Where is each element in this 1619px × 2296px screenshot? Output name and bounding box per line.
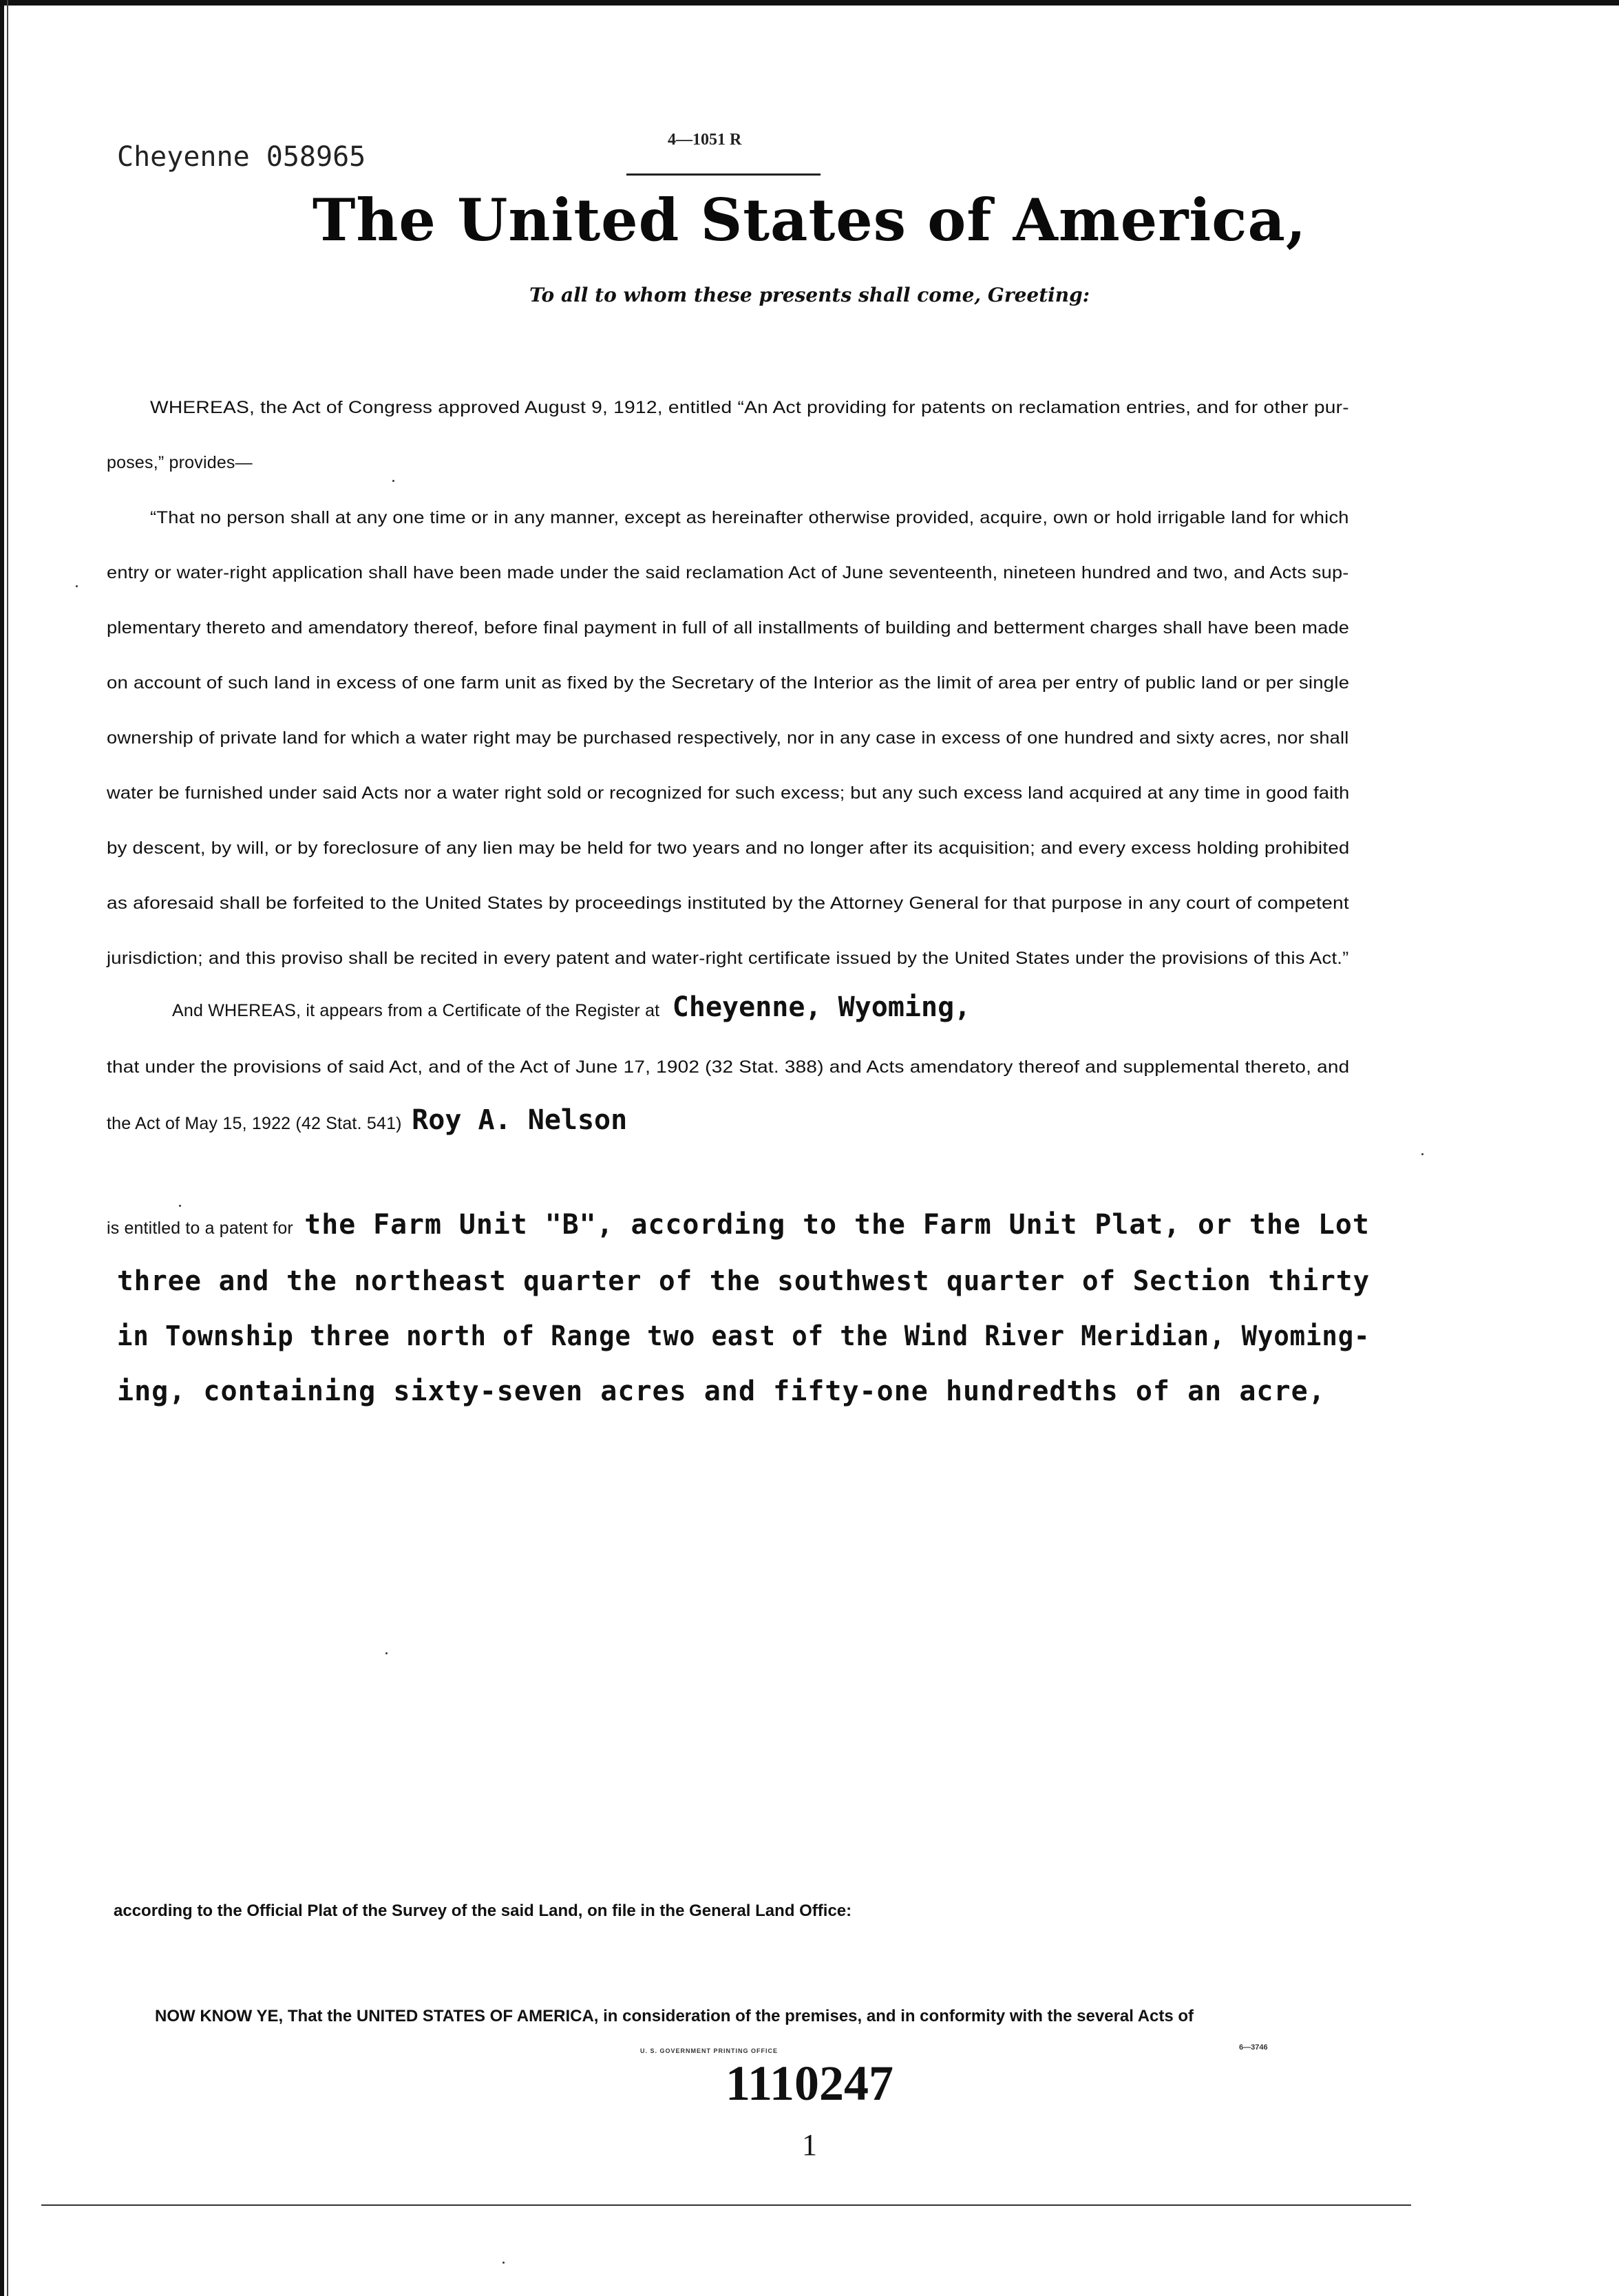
- entitled-prefix: is entitled to a patent for: [107, 1219, 293, 1238]
- register-prefix: And WHEREAS, it appears from a Certificate of the Register at: [172, 1001, 660, 1020]
- patentee-name: Roy A. Nelson: [412, 1104, 628, 1136]
- scan-speck: [1421, 1153, 1424, 1155]
- body-line-8: water be furnished under said Acts nor a water right sold or recognized for such excess; but any such excess land acquired at any time in good faith: [107, 783, 1350, 803]
- form-number: 4—1051 R: [668, 131, 742, 149]
- scan-speck: [502, 2262, 505, 2264]
- scan-speck: [385, 1652, 388, 1654]
- land-description-2: three and the northeast quarter of the southwest quarter of Section thirty: [117, 1265, 1371, 1297]
- form-number-rule: [626, 173, 821, 176]
- now-know-ye-line: NOW KNOW YE, That the UNITED STATES OF AMERICA, in consideration of the premises, and in conformity with the several Acts of: [155, 2007, 1194, 2025]
- scan-speck: [392, 480, 394, 482]
- patent-number: 1110247: [725, 2056, 894, 2111]
- greeting: To all to whom these presents shall come, Greeting:: [529, 284, 1090, 306]
- body-line-10: as aforesaid shall be forfeited to the United States by proceedings instituted by the Attorney General for that purpose in any court of competent: [107, 894, 1349, 913]
- scan-speck: [179, 1205, 181, 1207]
- land-line-1: [107, 1209, 1370, 1241]
- body-line-4: entry or water-right application shall have been made under the said reclamation Act of June seventeenth, nineteen hundred and two, and Acts sup-: [107, 563, 1349, 582]
- patentee-line: [107, 1104, 627, 1136]
- body-line-11: jurisdiction; and this proviso shall be recited in every patent and water-right certificate issued by the United States under the provisions of this Act.”: [107, 949, 1349, 968]
- form-code: 6—3746: [1239, 2043, 1268, 2052]
- document-title: The United States of America,: [312, 186, 1307, 254]
- scan-speck: [76, 585, 78, 587]
- register-line: [172, 991, 971, 1023]
- gpo-imprint: U. S. GOVERNMENT PRINTING OFFICE: [640, 2047, 779, 2054]
- land-description-3: in Township three north of Range two east of the Wind River Meridian, Wyoming-: [117, 1320, 1371, 1352]
- body-line-6: on account of such land in excess of one farm unit as fixed by the Secretary of the Interior as the limit of area per entry of public land or per single: [107, 673, 1350, 693]
- body-line-3: “That no person shall at any one time or in any manner, except as hereinafter otherwise provided, acquire, own or hold irrigable land for which: [150, 508, 1349, 527]
- land-description-1: the Farm Unit "B", according to the Farm Unit Plat, or the Lot: [304, 1209, 1370, 1241]
- body-line-7: ownership of private land for which a water right may be purchased respectively, nor in any case in excess of one hundred and sixty acres, nor shall: [107, 728, 1349, 748]
- register-location: Cheyenne, Wyoming,: [672, 991, 971, 1023]
- land-description-4: ing, containing sixty-seven acres and fifty-one hundredths of an acre,: [117, 1376, 1326, 1407]
- body-line-1: WHEREAS, the Act of Congress approved August 9, 1912, entitled “An Act providing for patents on reclamation entries, and for other pur-: [150, 398, 1349, 417]
- left-border-inner: [7, 0, 8, 2296]
- provisions-line: that under the provisions of said Act, and of the Act of June 17, 1902 (32 Stat. 388) and Acts amendatory thereof and supplemental thereto, and: [107, 1057, 1350, 1077]
- serial-number: Cheyenne 058965: [117, 141, 366, 173]
- body-line-9: by descent, by will, or by foreclosure of any lien may be held for two years and no longer after its acquisition; and every excess holding prohibited: [107, 839, 1350, 858]
- body-line-5: plementary thereto and amendatory thereof, before final payment in full of all installments of building and betterment charges shall have been made: [107, 618, 1350, 638]
- body-line-2: poses,” provides—: [107, 453, 253, 472]
- bottom-rule: [41, 2204, 1411, 2206]
- act-prefix: the Act of May 15, 1922 (42 Stat. 541): [107, 1114, 402, 1133]
- official-plat-line: according to the Official Plat of the Survey of the said Land, on file in the General Land Office:: [114, 1902, 852, 1920]
- top-border: [0, 0, 1619, 6]
- page-number: 1: [802, 2128, 817, 2162]
- left-border: [0, 0, 4, 2296]
